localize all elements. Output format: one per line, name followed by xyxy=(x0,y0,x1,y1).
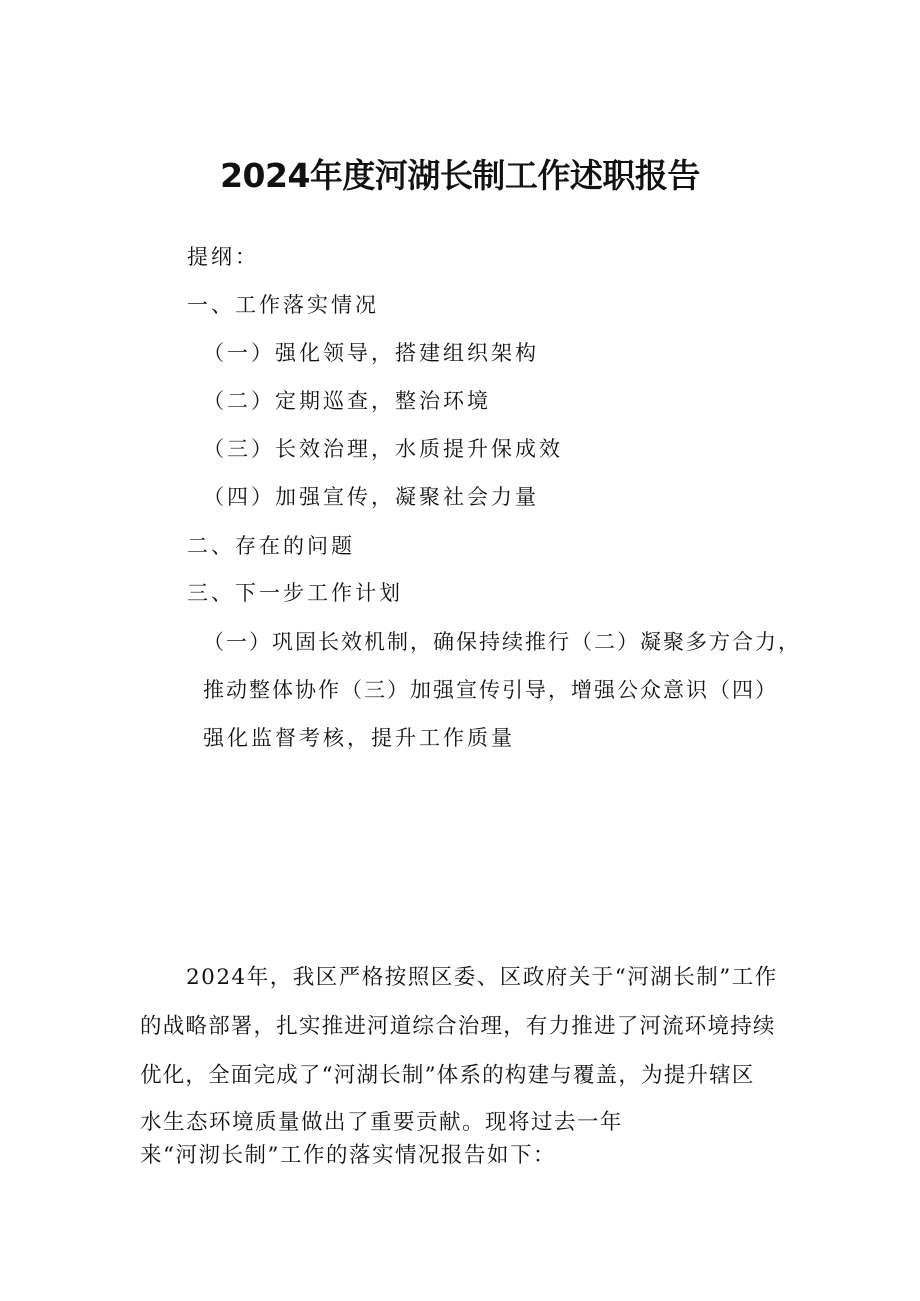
outline-item: （四）加强宣传，凝聚社会力量 xyxy=(203,485,539,509)
body-paragraph-line: 的战略部署，扎实推进河道综合治理，有力推进了河流环境持续 xyxy=(140,1014,776,1039)
body-paragraph-line: 2024年，我区严格按照区委、区政府关于“河湖长制”工作 xyxy=(186,965,778,990)
document-title: 2024年度河湖长制工作述职报告 xyxy=(220,156,700,195)
outline-item: 二、存在的问题 xyxy=(187,534,355,558)
body-paragraph-line: 水生态环境质量做出了重要贡献。现将过去一年 xyxy=(140,1110,624,1135)
outline-item: 一、工作落实情况 xyxy=(187,293,379,317)
outline-label: 提纲： xyxy=(187,245,259,269)
outline-item: （二）定期巡查，整治环境 xyxy=(203,389,491,413)
outline-item: （一）强化领导，搭建组织架构 xyxy=(203,341,539,365)
outline-item: 三、下一步工作计划 xyxy=(187,581,403,605)
body-paragraph-line: 来“河沏长制”工作的落实情况报告如下： xyxy=(140,1143,556,1168)
body-paragraph-line: 优化，全面完成了“河湖长制”体系的构建与覆盖，为提升辖区 xyxy=(140,1063,755,1088)
outline-item: （三）长效治理，水质提升保成效 xyxy=(203,437,563,461)
outline-item: （一）巩固长效机制，确保持续推行（二）凝聚多方合力， xyxy=(203,630,801,654)
outline-item: 强化监督考核，提升工作质量 xyxy=(203,726,515,750)
outline-item: 推动整体协作（三）加强宣传引导，增强公众意识（四） xyxy=(203,678,778,702)
